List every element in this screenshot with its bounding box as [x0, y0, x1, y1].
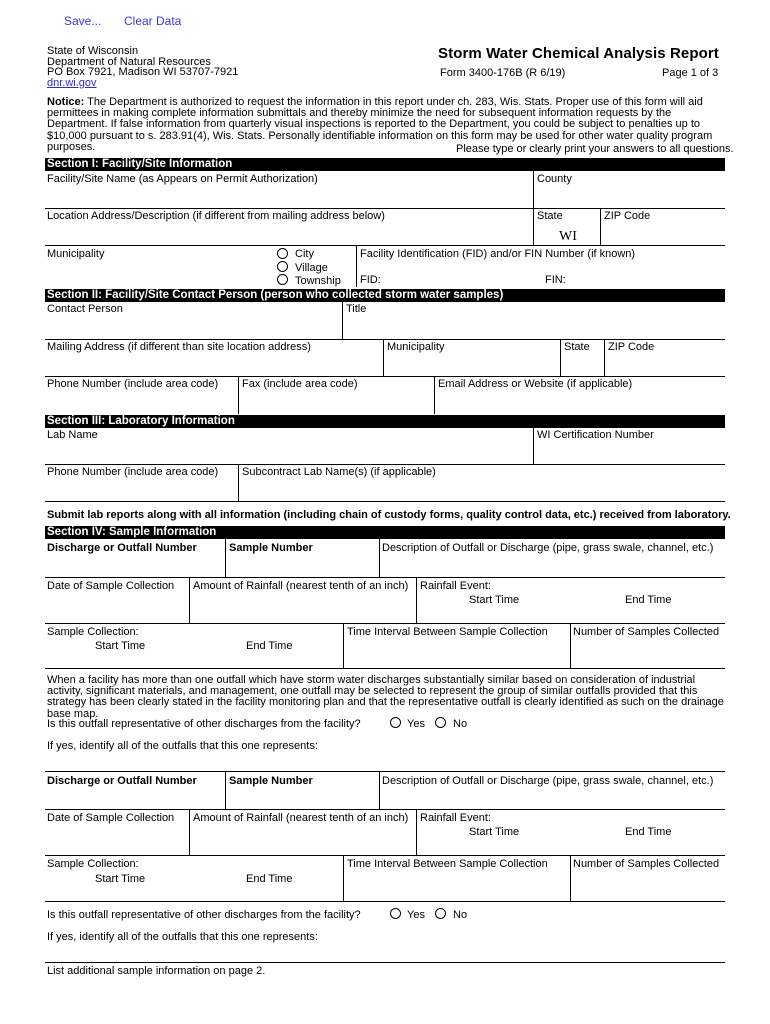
- wi-cert-label: WI Certification Number: [537, 429, 654, 441]
- divider: [45, 339, 725, 340]
- sample-number-input[interactable]: [229, 556, 377, 576]
- location-input[interactable]: [47, 224, 533, 244]
- divider: [416, 577, 417, 623]
- rainfall-end-time-input-2[interactable]: [575, 839, 723, 854]
- yes-radio-2[interactable]: [390, 908, 401, 919]
- sample-end-time-label-2: End Time: [246, 873, 293, 885]
- date-collection-input-2[interactable]: [47, 828, 187, 848]
- outfall-paragraph: When a facility has more than one outfall which have storm water discharges substantially similar based on consideration of industrial activity, significant materials, and management, one outfall may be selected to represent the group of similar outfalls provided that this strategy has been clearly stated in the facility monitoring plan and that the representative outfall is clearly identified as such on the drainage base map.: [47, 674, 724, 720]
- rainfall-event-label: Rainfall Event:: [420, 580, 491, 592]
- identify-outfalls-label: If yes, identify all of the outfalls that this one represents:: [47, 740, 318, 752]
- sample-number-label: Sample Number: [229, 542, 313, 554]
- contact-person-label: Contact Person: [47, 303, 123, 315]
- identify-outfalls-input-2[interactable]: [47, 944, 723, 960]
- outfall-number-input[interactable]: [47, 556, 223, 576]
- outfall-description-label-2: Description of Outfall or Discharge (pipe, grass swale, channel, etc.): [382, 775, 714, 787]
- contact-zip-input[interactable]: [608, 355, 723, 375]
- facility-name-label: Facility/Site Name (as Appears on Permit Authorization): [47, 173, 318, 185]
- city-label: City: [295, 248, 314, 260]
- divider: [45, 855, 725, 856]
- divider: [434, 376, 435, 414]
- time-interval-input-2[interactable]: [347, 874, 567, 894]
- agency-block: [47, 46, 238, 88]
- divider: [604, 339, 605, 377]
- subcontract-input[interactable]: [242, 480, 722, 500]
- contact-municipality-label: Municipality: [387, 341, 445, 353]
- form-title: Storm Water Chemical Analysis Report: [438, 45, 719, 62]
- zip-input[interactable]: [604, 224, 723, 244]
- notice-label: Notice:: [47, 96, 85, 108]
- divider: [45, 901, 725, 902]
- save-button[interactable]: Save...: [64, 14, 102, 28]
- city-radio[interactable]: [277, 248, 288, 259]
- divider: [533, 171, 534, 209]
- divider: [379, 771, 380, 809]
- divider: [45, 376, 725, 377]
- fid-fin-label: Facility Identification (FID) and/or FIN Number (if known): [360, 248, 636, 260]
- divider: [356, 245, 357, 287]
- rainfall-end-time-label-2: End Time: [625, 826, 672, 838]
- fid-input[interactable]: [382, 272, 537, 286]
- date-collection-input[interactable]: [47, 596, 187, 616]
- divider: [45, 623, 725, 624]
- divider: [570, 623, 571, 669]
- agency-line-1: State of Wisconsin: [47, 45, 139, 57]
- divider: [238, 464, 239, 502]
- outfall-description-input-2[interactable]: [382, 789, 723, 807]
- section-1-header: Section I: Facility/Site Information: [45, 158, 725, 171]
- divider: [45, 809, 725, 810]
- rainfall-start-time-input[interactable]: [420, 607, 570, 622]
- notice-text: The Department is authorized to request the information in this report under ch. 283, Wis. Stats. Proper use of this form will aid permittees in making complete information submittals and thereby minimize the need for subsequent information requests by the Department. If false information from quarterly visual inspections is reported to the Department, you could be subject to penalties up to $10,000 pursuant to s. 283.91(4), Wis. Stats. Personally identifiable information on this form may be used for other water quality program purposes.: [47, 96, 713, 153]
- sample-collection-label: Sample Collection:: [47, 626, 139, 638]
- municipality-input[interactable]: [47, 262, 267, 282]
- divider: [343, 623, 344, 669]
- divider: [45, 208, 725, 209]
- agency-link[interactable]: dnr.wi.gov: [47, 76, 97, 89]
- divider: [560, 339, 561, 377]
- sample-end-time-input[interactable]: [198, 652, 341, 667]
- outfall-number-label-2: Discharge or Outfall Number: [47, 775, 197, 787]
- submit-note: Submit lab reports along with all information (including chain of custody forms, quality control data, etc.) received from laboratory.: [47, 509, 731, 521]
- form-number: Form 3400-176B (R 6/19): [440, 67, 566, 79]
- state-label: State: [537, 210, 563, 222]
- fin-label: FIN:: [545, 274, 566, 286]
- lab-phone-input[interactable]: [47, 480, 237, 500]
- outfall-number-label: Discharge or Outfall Number: [47, 542, 197, 554]
- state-value: WI: [559, 229, 577, 244]
- divider: [533, 208, 534, 246]
- outfall-description-label: Description of Outfall or Discharge (pipe, grass swale, channel, etc.): [382, 542, 714, 554]
- contact-person-input[interactable]: [47, 317, 341, 337]
- section-2-header: Section II: Facility/Site Contact Person (person who collected storm water samples): [45, 289, 725, 302]
- sample-end-time-input-2[interactable]: [198, 885, 341, 900]
- subcontract-label: Subcontract Lab Name(s) (if applicable): [242, 466, 436, 478]
- page-number: Page 1 of 3: [662, 67, 719, 79]
- divider: [45, 577, 725, 578]
- village-radio[interactable]: [277, 261, 288, 272]
- rainfall-amount-input[interactable]: [193, 596, 413, 616]
- sample-start-time-input[interactable]: [47, 652, 197, 667]
- num-samples-label-2: Number of Samples Collected: [573, 858, 720, 870]
- rainfall-start-time-label-2: Start Time: [469, 826, 520, 838]
- lab-name-input[interactable]: [47, 443, 531, 463]
- contact-state-label: State: [564, 341, 590, 353]
- identify-outfalls-label-2: If yes, identify all of the outfalls that this one represents:: [47, 931, 318, 943]
- section-3-header: Section III: Laboratory Information: [45, 415, 725, 428]
- divider: [225, 771, 226, 809]
- contact-state-input[interactable]: [564, 355, 602, 375]
- representative-question: Is this outfall representative of other discharges from the facility?: [47, 718, 361, 730]
- municipality-label: Municipality: [47, 248, 105, 260]
- wi-cert-input[interactable]: [537, 443, 723, 463]
- fid-label: FID:: [360, 274, 381, 286]
- num-samples-input[interactable]: [573, 642, 723, 662]
- divider: [600, 208, 601, 246]
- rainfall-amount-input-2[interactable]: [193, 828, 413, 848]
- divider: [189, 577, 190, 623]
- divider: [379, 539, 380, 578]
- yes-label: Yes: [407, 718, 425, 730]
- time-interval-input[interactable]: [347, 642, 567, 662]
- divider: [238, 376, 239, 414]
- email-label: Email Address or Website (if applicable): [438, 378, 633, 390]
- outfall-description-input[interactable]: [382, 556, 723, 576]
- divider: [416, 809, 417, 855]
- clear-data-button[interactable]: Clear Data: [124, 14, 182, 28]
- fin-input[interactable]: [567, 272, 722, 286]
- divider: [342, 302, 343, 340]
- lab-name-label: Lab Name: [47, 429, 98, 441]
- title-label: Title: [346, 303, 367, 315]
- rainfall-start-time-label: Start Time: [469, 594, 520, 606]
- date-collection-label-2: Date of Sample Collection: [47, 812, 175, 824]
- sample-collection-label-2: Sample Collection:: [47, 858, 139, 870]
- zip-label: ZIP Code: [604, 210, 651, 222]
- title-input[interactable]: [346, 317, 723, 337]
- no-radio-2[interactable]: [435, 908, 446, 919]
- mailing-address-input[interactable]: [47, 355, 380, 375]
- township-label: Township: [295, 275, 341, 287]
- section-4-header: Section IV: Sample Information: [45, 526, 725, 539]
- num-samples-input-2[interactable]: [573, 874, 723, 894]
- representative-question-2: Is this outfall representative of other discharges from the facility?: [47, 909, 361, 921]
- divider: [343, 855, 344, 901]
- fax-input[interactable]: [242, 392, 432, 412]
- outfall-number-input-2[interactable]: [47, 789, 223, 807]
- identify-outfalls-input[interactable]: [47, 753, 723, 769]
- divider: [45, 668, 725, 669]
- contact-municipality-input[interactable]: [387, 355, 557, 375]
- divider: [189, 809, 190, 855]
- rainfall-amount-label: Amount of Rainfall (nearest tenth of an inch): [193, 580, 409, 592]
- sample-start-time-label: Start Time: [95, 640, 146, 652]
- county-input[interactable]: [537, 187, 723, 207]
- township-radio[interactable]: [277, 274, 288, 285]
- divider: [570, 855, 571, 901]
- rainfall-amount-label-2: Amount of Rainfall (nearest tenth of an inch): [193, 812, 409, 824]
- yes-radio[interactable]: [390, 717, 401, 728]
- contact-zip-label: ZIP Code: [608, 341, 655, 353]
- divider: [45, 501, 725, 502]
- mailing-address-label: Mailing Address (if different than site location address): [47, 341, 311, 353]
- no-label: No: [453, 718, 468, 730]
- rainfall-start-time-input-2[interactable]: [420, 839, 570, 854]
- sample-end-time-label: End Time: [246, 640, 293, 652]
- agency-line-2: Department of Natural Resources: [47, 55, 211, 68]
- num-samples-label: Number of Samples Collected: [573, 626, 720, 638]
- divider: [45, 245, 725, 246]
- no-radio[interactable]: [435, 717, 446, 728]
- divider: [45, 771, 725, 772]
- sample-start-time-label-2: Start Time: [95, 873, 146, 885]
- fax-label: Fax (include area code): [242, 378, 358, 390]
- instruction-text: Please type or clearly print your answers to all questions.: [456, 143, 734, 155]
- phone-label: Phone Number (include area code): [47, 378, 219, 390]
- divider: [45, 464, 725, 465]
- time-interval-label-2: Time Interval Between Sample Collection: [347, 858, 548, 870]
- rainfall-end-time-input[interactable]: [575, 607, 723, 622]
- county-label: County: [537, 173, 572, 185]
- page-footer-note: List additional sample information on page 2.: [47, 965, 266, 977]
- divider: [383, 339, 384, 377]
- location-label: Location Address/Description (if different from mailing address below): [47, 210, 385, 222]
- rainfall-event-label-2: Rainfall Event:: [420, 812, 491, 824]
- sample-number-input-2[interactable]: [229, 789, 377, 807]
- sample-start-time-input-2[interactable]: [47, 885, 197, 900]
- village-label: Village: [295, 262, 328, 274]
- phone-input[interactable]: [47, 392, 237, 412]
- rainfall-end-time-label: End Time: [625, 594, 672, 606]
- divider: [45, 962, 725, 963]
- email-input[interactable]: [438, 392, 723, 412]
- agency-line-3: PO Box 7921, Madison WI 53707-7921: [47, 66, 239, 78]
- date-collection-label: Date of Sample Collection: [47, 580, 175, 592]
- facility-name-input[interactable]: [47, 187, 533, 207]
- sample-number-label-2: Sample Number: [229, 775, 313, 787]
- time-interval-label: Time Interval Between Sample Collection: [347, 626, 548, 638]
- lab-phone-label: Phone Number (include area code): [47, 466, 219, 478]
- divider: [225, 539, 226, 578]
- divider: [533, 428, 534, 465]
- no-label-2: No: [453, 909, 468, 921]
- yes-label-2: Yes: [407, 909, 425, 921]
